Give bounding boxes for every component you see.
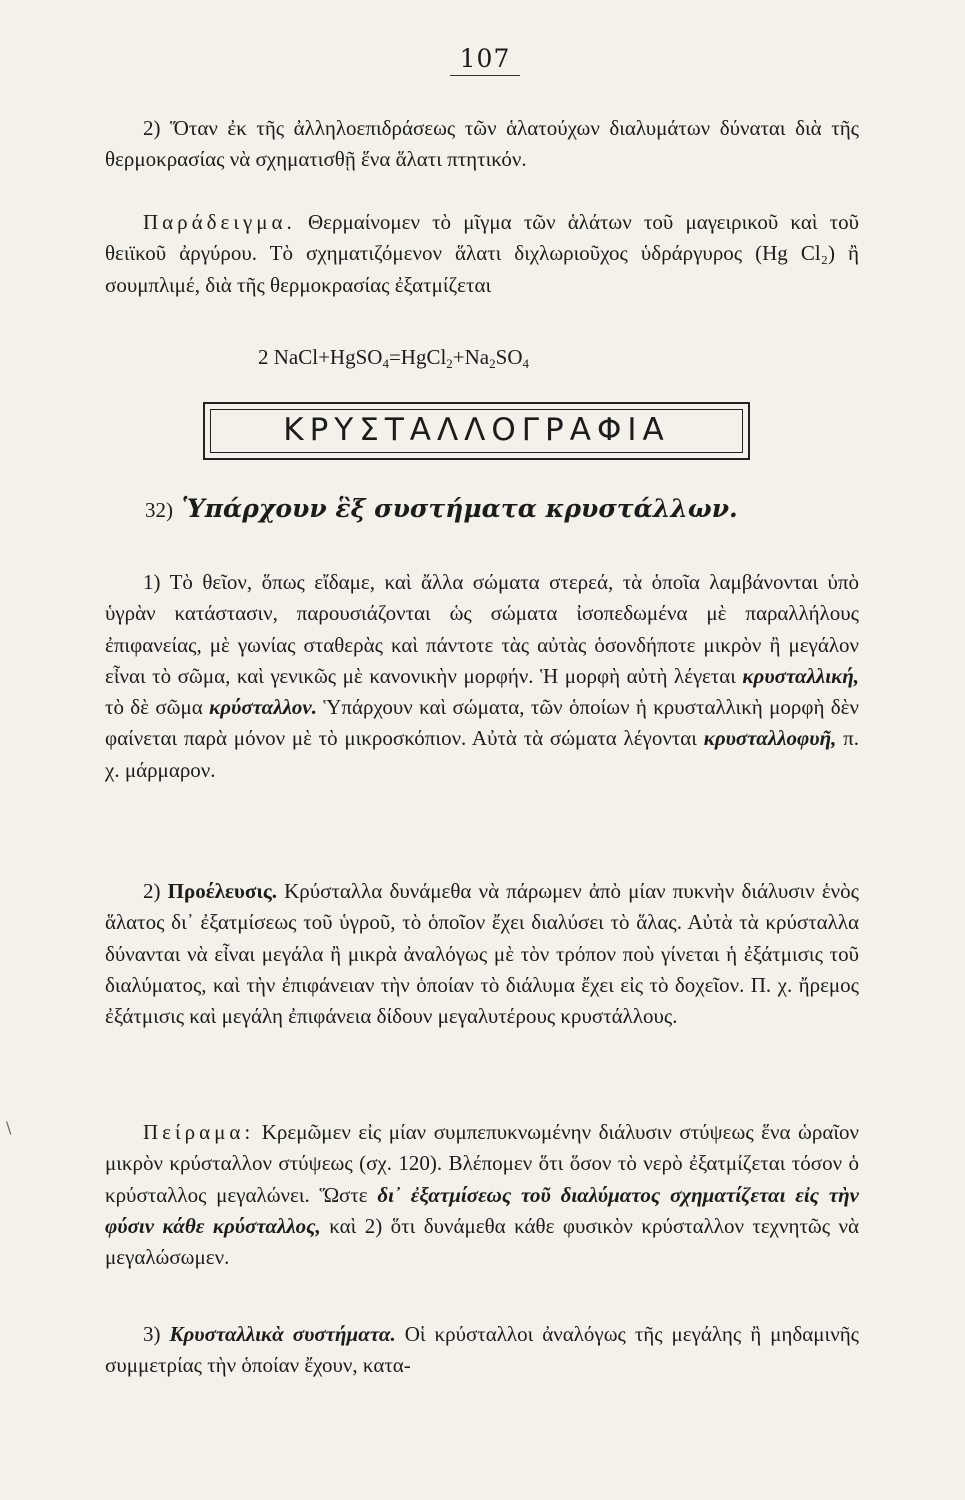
crystal-systems-heading: Κρυσταλλικὰ συστήματα. (169, 1322, 396, 1346)
paragraph-crystal-systems: 3) Κρυσταλλικὰ συστήματα. Οἱ κρύσταλλοι ἀναλόγως τῆς μεγάλης ἢ μηδαμινῆς συμμετρίας τὴν ὁποίαν ἔχουν, κατα- (105, 1322, 860, 1378)
chapter-heading-box (203, 402, 750, 460)
paragraph-volatile-salt: 2) Ὅταν ἐκ τῆς ἀλληλοεπιδράσεως τῶν ἁλατούχων διαλυμάτων δύναται διὰ τῆς θερμοκρασίας νὰ σχηματισθῇ ἕνα ἅλατι πτητικόν. (105, 116, 859, 172)
paragraph-experiment: Πείραμα: Κρεμῶμεν εἰς μίαν συμπεπυκνωμένην διάλυσιν στύψεως ἕνα ὡραῖον μικρὸν κρύσταλλον στύψεως (σχ. 120). Βλέπομεν ὅτι ὅσον τὸ νερὸ ἐξατμίζεται τόσον ὁ κρύσταλλος μεγαλώνει. Ὥστε δι᾽ ἐξατμίσεως τοῦ διαλύματος σχηματίζεται εἰς τὴν φύσιν κάθε κρύσταλλος, καὶ 2) ὅτι δυνάμεθα κάθε φυσικὸν κρύσταλλον τεχνητῶς νὰ μεγαλώσωμεν. (105, 1120, 859, 1270)
paragraph-example (105, 207, 859, 301)
example-label: Παράδειγμα. (143, 210, 296, 234)
section-title (145, 494, 738, 524)
margin-mark: \ (6, 1118, 12, 1137)
chapter-heading: ΚΡΥΣΤΑΛΛΟΓΡΑΦΙΑ (283, 412, 670, 448)
section-title-text: Ὑπάρχουν ἓξ συστήματα κρυστάλλων. (173, 494, 738, 523)
example-text: Θερμαίνομεν τὸ μῖγμα τῶν ἁλάτων τοῦ μαγειρικοῦ καὶ τοῦ θειϊκοῦ ἀργύρου. Τὸ σχηματιζόμενον ἅλατι διχλωριοῦχος ὑδράργυρος (Hg Cl₂) ἢ σουμπλιμέ, διὰ τῆς θερμοκρασίας ἐξατμίζεται (105, 210, 859, 297)
section-number: 32) (145, 498, 173, 522)
experiment-label: Πείραμα: (143, 1120, 255, 1144)
page-number: 107 (450, 44, 520, 76)
paragraph-origin: 2) Προέλευσις. Κρύσταλλα δυνάμεθα νὰ πάρωμεν ἀπὸ μίαν πυκνὴν διάλυσιν ἑνὸς ἅλατος δι᾽ ἐξατμίσεως τοῦ ὑγροῦ, τὸ ὁποῖον ἔχει διαλύσει τὸ ἅλας. Αὐτὰ τὰ κρύσταλλα δύνανται νὰ εἶναι μεγάλα ἢ μικρὰ ἀναλόγως μὲ τὸν τρόπον ποὺ γίνεται ἡ ἐξάτμισις τοῦ διαλύματος, καὶ τὴν ἐπιφάνειαν τὴν ὁποίαν τὸ διάλυμα ἔχει εἰς τὸ δοχεῖον. Π. χ. ἤρεμος ἐξάτμισις καὶ μεγάλη ἐπιφάνεια δίδουν μεγαλυτέρους κρυστάλλους. (105, 879, 859, 1029)
paragraph-crystal-form: 1) Τὸ θεῖον, ὅπως εἴδαμε, καὶ ἄλλα σώματα στερεά, τὰ ὁποῖα λαμβάνονται ὑπὸ ὑγρὰν κατάστασιν, παρουσιάζονται ὡς σώματα ἰσοπεδωμένα μὲ παραλλήλους ἐπιφανείας, μὲ γωνίας σταθερὰς καὶ πάντοτε τὰς αὐτὰς ὁσονδήποτε μικρὸν ἢ μεγάλον εἶναι τὸ σῶμα, καὶ γενικῶς μὲ κανονικὴν μορφήν. Ἡ μορφὴ αὐτὴ λέγεται κρυσταλλική, τὸ δὲ σῶμα κρύσταλλον. Ὑπάρχουν καὶ σώματα, τῶν ὁποίων ἡ κρυσταλλικὴ μορφὴ δὲν φαίνεται παρὰ μόνον μὲ τὸ μικροσκόπιον. Αὐτὰ τὰ σώματα λέγονται κρυσταλλοφυῆ, π. χ. μάρμαρον. (105, 570, 860, 782)
origin-heading: Προέλευσις. (167, 879, 277, 903)
chemical-equation: 2 $NaCl+HgSO_4=HgCl_2+Na_2SO_4$ (258, 345, 529, 371)
